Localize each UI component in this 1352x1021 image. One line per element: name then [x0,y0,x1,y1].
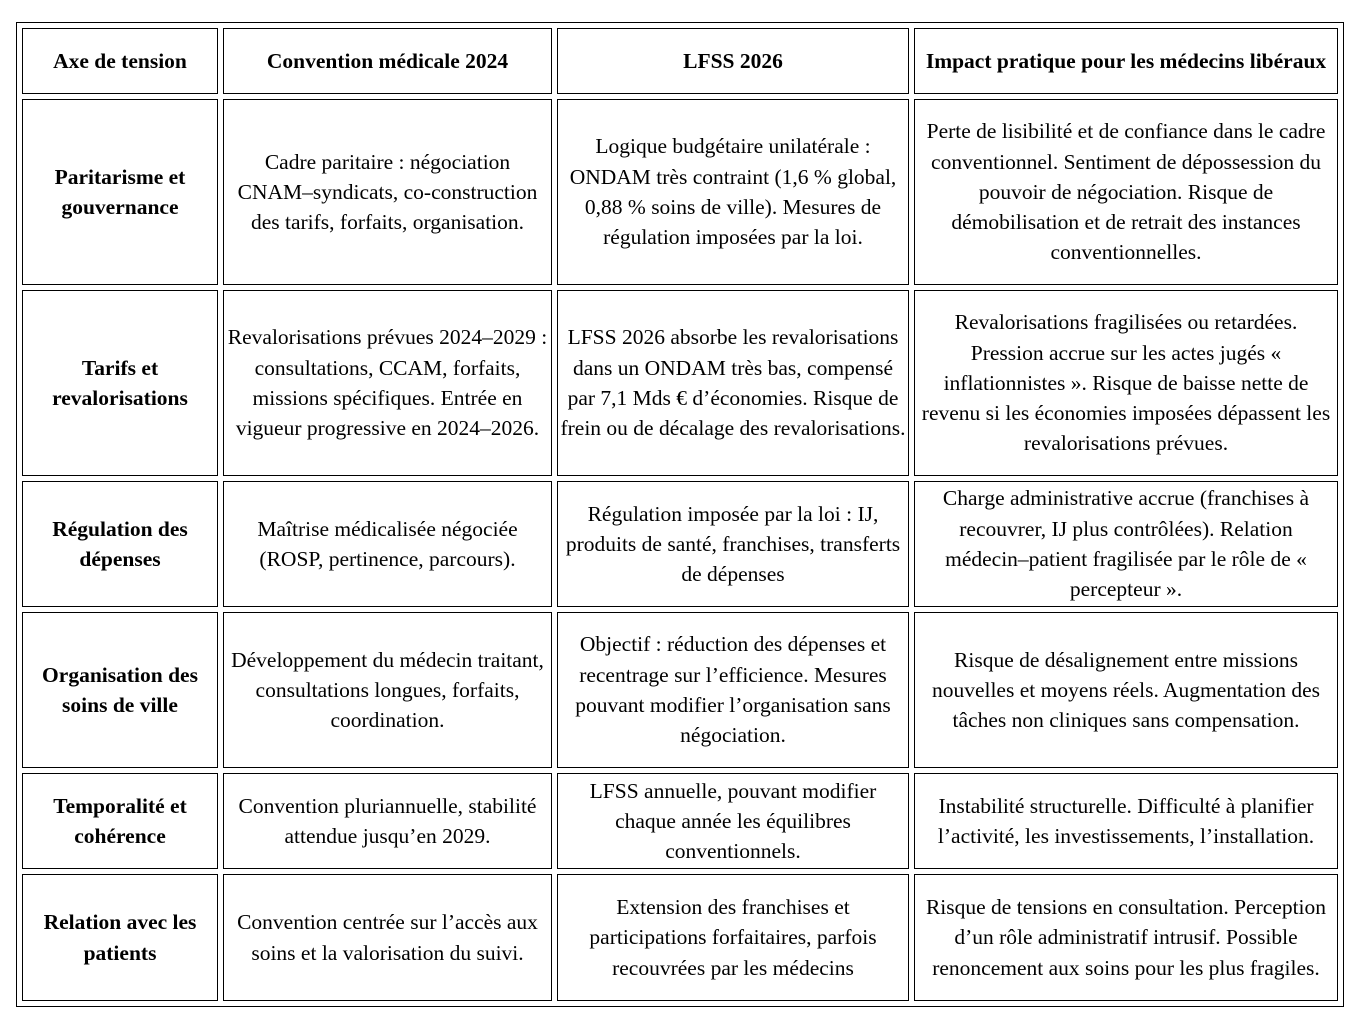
cell-convention: Convention centrée sur l’accès aux soins et la valorisation du suivi. [223,874,552,1001]
cell-impact: Charge administrative accrue (franchises à recouvrer, IJ plus contrôlées). Relation médecin–patient fragilisée par le rôle de « percepteur ». [914,481,1338,607]
cell-convention: Revalorisations prévues 2024–2029 : consultations, CCAM, forfaits, missions spécifiques. Entrée en vigueur progressive en 2024–2026. [223,290,552,476]
cell-impact: Risque de tensions en consultation. Perception d’un rôle administratif intrusif. Possible renoncement aux soins pour les plus fragiles. [914,874,1338,1001]
cell-lfss: LFSS 2026 absorbe les revalorisations dans un ONDAM très bas, compensé par 7,1 Mds € d’économies. Risque de frein ou de décalage des revalorisations. [557,290,909,476]
cell-convention: Convention pluriannuelle, stabilité attendue jusqu’en 2029. [223,773,552,869]
header-row [22,28,1338,94]
cell-impact: Risque de désalignement entre missions nouvelles et moyens réels. Augmentation des tâches non cliniques sans compensation. [914,612,1338,768]
cell-impact: Perte de lisibilité et de confiance dans le cadre conventionnel. Sentiment de dépossession du pouvoir de négociation. Risque de démobilisation et de retrait des instances conventionnelles. [914,99,1338,285]
header-axis: Axe de tension [22,28,218,94]
table-row [22,99,1338,285]
cell-convention: Cadre paritaire : négociation CNAM–syndicats, co-construction des tarifs, forfaits, organisation. [223,99,552,285]
table-row [22,290,1338,476]
table-row [22,773,1338,869]
comparison-table-frame [16,22,1344,1007]
tension-comparison-table [17,23,1343,1006]
cell-axis: Tarifs et revalorisations [22,290,218,476]
cell-axis: Paritarisme et gouvernance [22,99,218,285]
cell-axis: Relation avec les patients [22,874,218,1001]
cell-impact: Revalorisations fragilisées ou retardées. Pression accrue sur les actes jugés « inflationnistes ». Risque de baisse nette de revenu si les économies imposées dépassent les revalorisations prévues. [914,290,1338,476]
header-lfss: LFSS 2026 [557,28,909,94]
cell-axis: Organisation des soins de ville [22,612,218,768]
cell-lfss: Objectif : réduction des dépenses et recentrage sur l’efficience. Mesures pouvant modifier l’organisation sans négociation. [557,612,909,768]
cell-lfss: Extension des franchises et participations forfaitaires, parfois recouvrées par les médecins [557,874,909,1001]
cell-convention: Maîtrise médicalisée négociée (ROSP, pertinence, parcours). [223,481,552,607]
header-convention: Convention médicale 2024 [223,28,552,94]
cell-lfss: Régulation imposée par la loi : IJ, produits de santé, franchises, transferts de dépenses [557,481,909,607]
cell-lfss: Logique budgétaire unilatérale : ONDAM très contraint (1,6 % global, 0,88 % soins de ville). Mesures de régulation imposées par la loi. [557,99,909,285]
header-impact: Impact pratique pour les médecins libéraux [914,28,1338,94]
table-row [22,612,1338,768]
cell-convention: Développement du médecin traitant, consultations longues, forfaits, coordination. [223,612,552,768]
table-row [22,874,1338,1001]
cell-lfss: LFSS annuelle, pouvant modifier chaque année les équilibres conventionnels. [557,773,909,869]
cell-impact: Instabilité structurelle. Difficulté à planifier l’activité, les investissements, l’installation. [914,773,1338,869]
cell-axis: Régulation des dépenses [22,481,218,607]
table-row [22,481,1338,607]
cell-axis: Temporalité et cohérence [22,773,218,869]
